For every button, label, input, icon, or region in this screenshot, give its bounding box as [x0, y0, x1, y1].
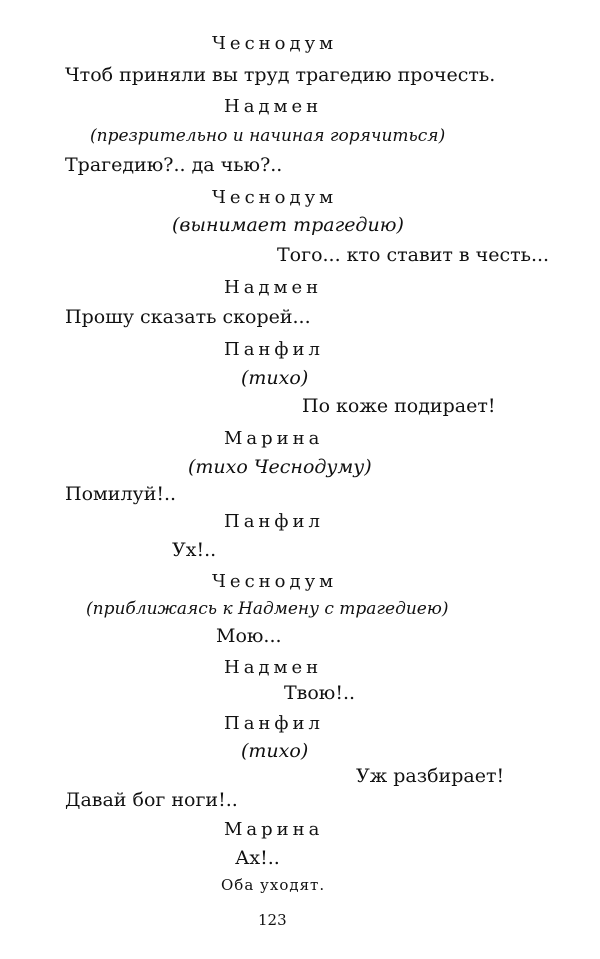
verse-line: По коже подирает! [302, 395, 496, 417]
verse-line: Уж разбирает! [356, 765, 505, 787]
verse-line: Помилуй!.. [65, 483, 177, 505]
stage-direction: (тихо Чеснодуму) [188, 456, 372, 478]
verse-line: Ах!.. [235, 847, 280, 869]
stage-direction: (тихо) [241, 367, 309, 389]
speaker-name: Марина [224, 819, 324, 840]
verse-line: Трагедию?.. да чью?.. [65, 154, 283, 176]
stage-direction-exit: Оба уходят. [221, 876, 326, 894]
verse-line: Мою... [216, 625, 282, 647]
speaker-name: Надмен [224, 96, 323, 117]
speaker-name: Надмен [224, 657, 323, 678]
verse-line: Твою!.. [284, 682, 356, 704]
verse-line: Прошу сказать скорей... [65, 306, 311, 328]
speaker-name: Панфил [224, 511, 324, 532]
stage-direction: (вынимает трагедию) [172, 214, 404, 236]
speaker-name: Панфил [224, 713, 324, 734]
speaker-name: Чеснодум [212, 187, 338, 208]
speaker-name: Марина [224, 428, 324, 449]
stage-direction: (приближаясь к Надмену с трагедиею) [86, 599, 449, 619]
speaker-name: Чеснодум [212, 571, 338, 592]
verse-line: Давай бог ноги!.. [65, 789, 238, 811]
speaker-name: Панфил [224, 339, 324, 360]
stage-direction: (презрительно и начиная горячиться) [90, 126, 446, 146]
speaker-name: Надмен [224, 277, 323, 298]
verse-line: Ух!.. [172, 539, 217, 561]
page-number: 123 [258, 911, 287, 929]
speaker-name: Чеснодум [212, 33, 338, 54]
verse-line: Того... кто ставит в честь... [277, 244, 550, 266]
stage-direction: (тихо) [241, 740, 309, 762]
verse-line: Чтоб приняли вы труд трагедию прочесть. [65, 64, 496, 86]
